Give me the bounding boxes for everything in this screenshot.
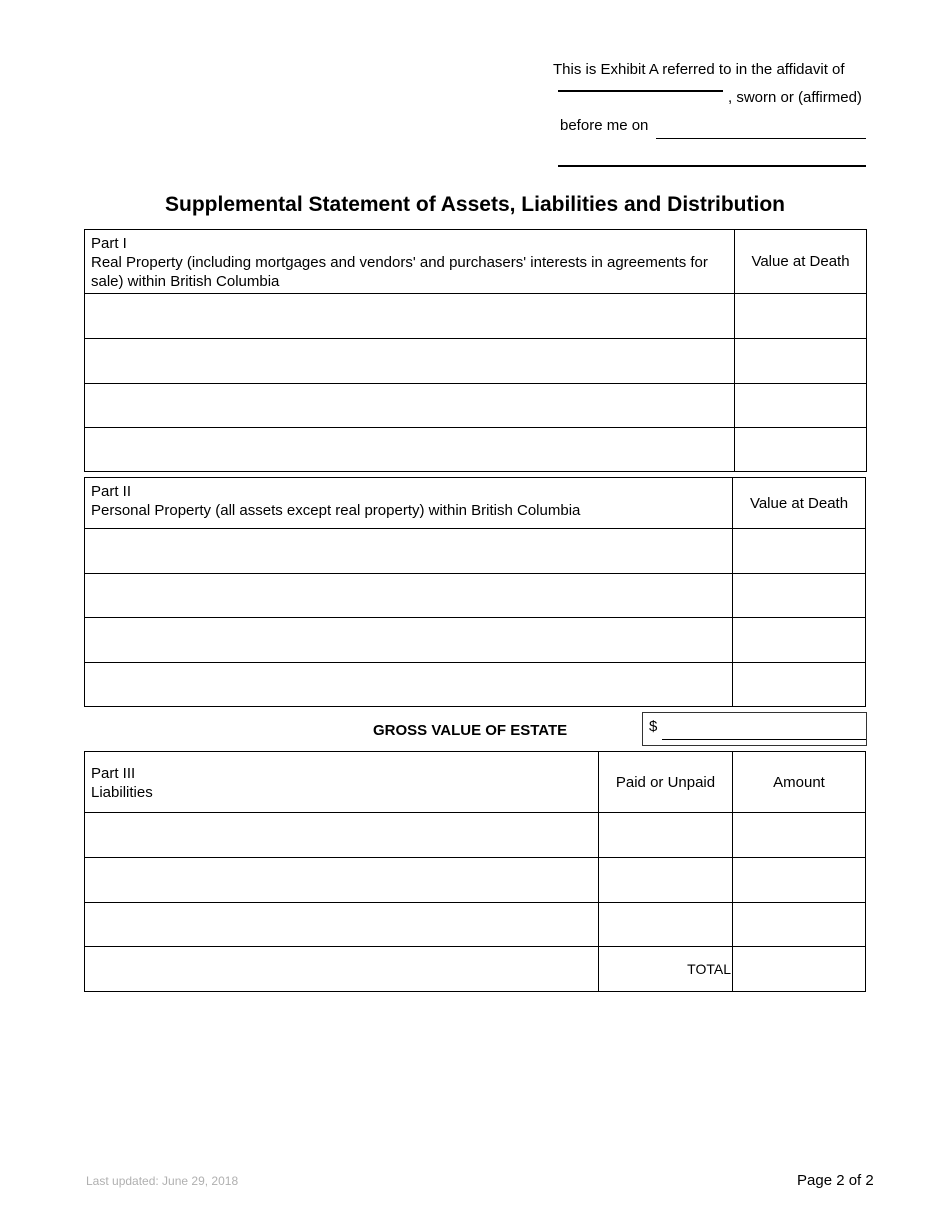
paid-header: Paid or Unpaid [599, 752, 733, 813]
part2-value-header: Value at Death [733, 478, 866, 529]
liability-cell[interactable] [85, 813, 599, 858]
description-cell[interactable] [85, 339, 735, 384]
amount-header: Amount [733, 752, 866, 813]
part2-header [85, 478, 733, 529]
description-cell[interactable] [85, 574, 733, 618]
value-cell[interactable] [735, 294, 867, 339]
exhibit-text: This is Exhibit A referred to in the affidavit of [553, 61, 845, 78]
value-cell[interactable] [733, 663, 866, 707]
part1-label: Part I [91, 235, 127, 252]
currency-symbol: $ [649, 718, 658, 735]
value-cell[interactable] [735, 384, 867, 428]
commissioner-signature-field[interactable] [558, 165, 866, 167]
part3-header [85, 752, 599, 813]
amount-cell[interactable] [733, 858, 866, 903]
description-cell[interactable] [85, 663, 733, 707]
table-row [85, 294, 867, 339]
description-cell[interactable] [85, 618, 733, 663]
paid-cell[interactable] [599, 813, 733, 858]
table-row [85, 858, 866, 903]
paid-cell[interactable] [599, 903, 733, 947]
sworn-text: , sworn or (affirmed) [728, 89, 862, 106]
gross-value-label: GROSS VALUE OF ESTATE [373, 722, 568, 739]
part3-table [84, 751, 866, 992]
gross-value-field[interactable] [662, 739, 866, 740]
description-cell[interactable] [85, 428, 735, 472]
description-cell[interactable] [85, 294, 735, 339]
table-row [85, 903, 866, 947]
paid-cell[interactable] [599, 858, 733, 903]
table-row [85, 618, 866, 663]
part3-label: Part III [91, 765, 136, 782]
before-me-text: before me on [560, 117, 649, 134]
part1-value-header: Value at Death [735, 230, 867, 294]
table-row [85, 574, 866, 618]
table-row [85, 529, 866, 574]
part3-description: Liabilities [91, 784, 153, 801]
amount-cell[interactable] [733, 813, 866, 858]
value-cell[interactable] [735, 428, 867, 472]
value-cell[interactable] [735, 339, 867, 384]
amount-cell[interactable] [733, 903, 866, 947]
value-cell[interactable] [733, 529, 866, 574]
page-title: Supplemental Statement of Assets, Liabilities and Distribution [165, 193, 785, 216]
table-row [85, 947, 866, 992]
liability-cell[interactable] [85, 947, 599, 992]
liability-cell[interactable] [85, 903, 599, 947]
description-cell[interactable] [85, 384, 735, 428]
value-cell[interactable] [733, 574, 866, 618]
total-label: TOTAL [599, 947, 733, 992]
total-amount-cell[interactable] [733, 947, 866, 992]
page-number: Page 2 of 2 [797, 1172, 874, 1189]
part1-description: Real Property (including mortgages and vendors' and purchasers' interests in agreements for sale) within British Columbia [91, 254, 708, 290]
gross-value-box[interactable] [642, 712, 867, 746]
description-cell[interactable] [85, 529, 733, 574]
value-cell[interactable] [733, 618, 866, 663]
part2-label: Part II [91, 483, 132, 500]
table-row [85, 813, 866, 858]
affiant-name-field[interactable] [558, 90, 723, 92]
part2-table [84, 477, 866, 707]
date-field[interactable] [656, 138, 866, 139]
last-updated: Last updated: June 29, 2018 [86, 1174, 239, 1188]
liability-cell[interactable] [85, 858, 599, 903]
part2-description: Personal Property (all assets except real property) within British Columbia [91, 502, 581, 519]
part1-table [84, 229, 867, 472]
table-row [85, 428, 867, 472]
table-row [85, 384, 867, 428]
part1-header [85, 230, 735, 294]
table-row [85, 663, 866, 707]
table-row [85, 339, 867, 384]
